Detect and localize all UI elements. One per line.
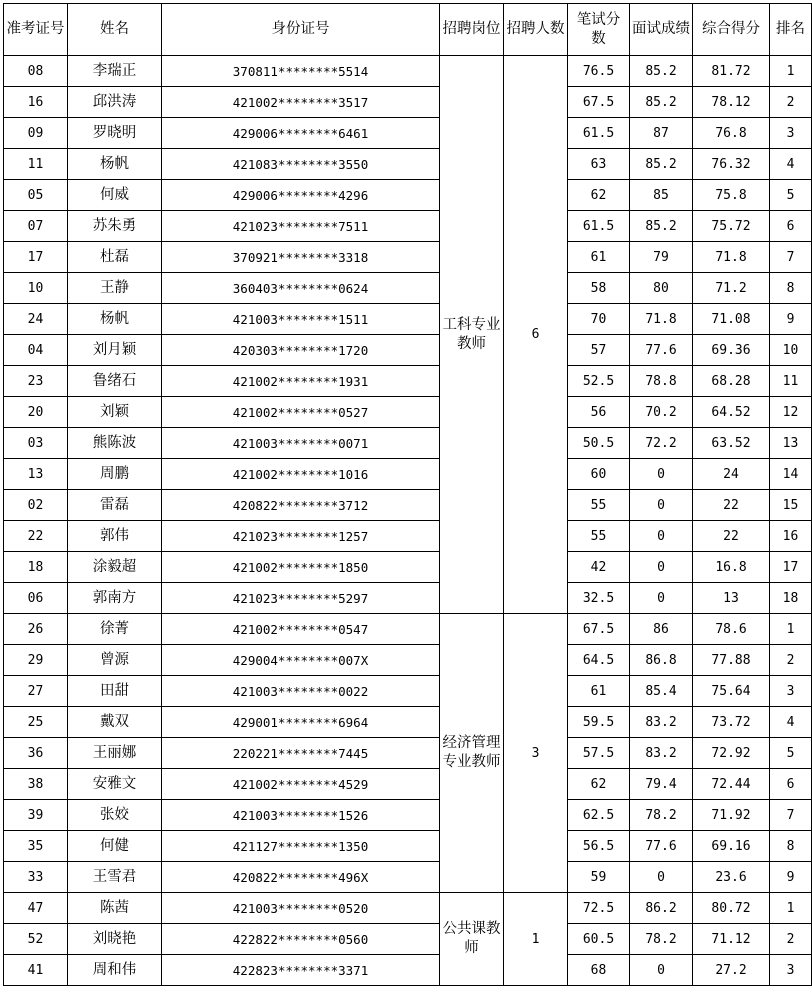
table-row: [4, 800, 812, 831]
written-score-cell: 67.5: [568, 87, 630, 118]
id-no-cell: 421002********3517: [162, 87, 440, 118]
rank-cell: 3: [770, 676, 812, 707]
col-header-headcount: 招聘人数: [504, 4, 568, 56]
written-score-cell: 59.5: [568, 707, 630, 738]
total-score-cell: 69.36: [693, 335, 770, 366]
rank-cell: 16: [770, 521, 812, 552]
exam-no-cell: 04: [4, 335, 68, 366]
total-score-cell: 63.52: [693, 428, 770, 459]
name-cell: 王丽娜: [68, 738, 162, 769]
written-score-cell: 63: [568, 149, 630, 180]
interview-score-cell: 79.4: [630, 769, 693, 800]
id-no-cell: 420303********1720: [162, 335, 440, 366]
interview-score-cell: 85.4: [630, 676, 693, 707]
id-no-cell: 421023********5297: [162, 583, 440, 614]
rank-cell: 18: [770, 583, 812, 614]
table-row: [4, 242, 812, 273]
table-row: [4, 676, 812, 707]
total-score-cell: 71.8: [693, 242, 770, 273]
name-cell: 曾源: [68, 645, 162, 676]
written-score-cell: 62: [568, 180, 630, 211]
table-row: [4, 87, 812, 118]
name-cell: 戴双: [68, 707, 162, 738]
id-no-cell: 421002********0547: [162, 614, 440, 645]
rank-cell: 4: [770, 149, 812, 180]
written-score-cell: 64.5: [568, 645, 630, 676]
table-row: [4, 180, 812, 211]
name-cell: 李瑞正: [68, 56, 162, 87]
exam-no-cell: 39: [4, 800, 68, 831]
name-cell: 徐菁: [68, 614, 162, 645]
table-row: [4, 428, 812, 459]
total-score-cell: 72.92: [693, 738, 770, 769]
name-cell: 王静: [68, 273, 162, 304]
total-score-cell: 75.64: [693, 676, 770, 707]
rank-cell: 7: [770, 242, 812, 273]
table-row: [4, 738, 812, 769]
rank-cell: 1: [770, 56, 812, 87]
total-score-cell: 76.32: [693, 149, 770, 180]
rank-cell: 14: [770, 459, 812, 490]
name-cell: 何健: [68, 831, 162, 862]
id-no-cell: 370811********5514: [162, 56, 440, 87]
name-cell: 周鹏: [68, 459, 162, 490]
col-header-position: 招聘岗位: [440, 4, 504, 56]
written-score-cell: 32.5: [568, 583, 630, 614]
col-header-rank: 排名: [770, 4, 812, 56]
table-row: [4, 552, 812, 583]
exam-no-cell: 36: [4, 738, 68, 769]
total-score-cell: 81.72: [693, 56, 770, 87]
name-cell: 熊陈波: [68, 428, 162, 459]
table-row: [4, 645, 812, 676]
exam-no-cell: 17: [4, 242, 68, 273]
table-row: [4, 614, 812, 645]
exam-no-cell: 06: [4, 583, 68, 614]
written-score-cell: 76.5: [568, 56, 630, 87]
written-score-cell: 61.5: [568, 211, 630, 242]
exam-no-cell: 03: [4, 428, 68, 459]
table-row: [4, 769, 812, 800]
interview-score-cell: 0: [630, 955, 693, 986]
written-score-cell: 50.5: [568, 428, 630, 459]
table-row: [4, 211, 812, 242]
table-row: [4, 831, 812, 862]
interview-score-cell: 78.2: [630, 800, 693, 831]
rank-cell: 10: [770, 335, 812, 366]
rank-cell: 3: [770, 955, 812, 986]
interview-score-cell: 83.2: [630, 707, 693, 738]
name-cell: 郭南方: [68, 583, 162, 614]
exam-no-cell: 05: [4, 180, 68, 211]
name-cell: 邱洪涛: [68, 87, 162, 118]
interview-score-cell: 77.6: [630, 335, 693, 366]
name-cell: 刘月颖: [68, 335, 162, 366]
interview-score-cell: 0: [630, 583, 693, 614]
total-score-cell: 68.28: [693, 366, 770, 397]
exam-no-cell: 02: [4, 490, 68, 521]
id-no-cell: 421003********1511: [162, 304, 440, 335]
table-row: [4, 862, 812, 893]
id-no-cell: 429006********6461: [162, 118, 440, 149]
id-no-cell: 429001********6964: [162, 707, 440, 738]
written-score-cell: 72.5: [568, 893, 630, 924]
interview-score-cell: 0: [630, 459, 693, 490]
rank-cell: 1: [770, 893, 812, 924]
exam-no-cell: 29: [4, 645, 68, 676]
name-cell: 刘颖: [68, 397, 162, 428]
rank-cell: 4: [770, 707, 812, 738]
written-score-cell: 61: [568, 242, 630, 273]
written-score-cell: 67.5: [568, 614, 630, 645]
id-no-cell: 421002********1931: [162, 366, 440, 397]
rank-cell: 17: [770, 552, 812, 583]
exam-no-cell: 41: [4, 955, 68, 986]
written-score-cell: 55: [568, 521, 630, 552]
col-header-exam-no: 准考证号: [4, 4, 68, 56]
id-no-cell: 220221********7445: [162, 738, 440, 769]
written-score-cell: 61: [568, 676, 630, 707]
id-no-cell: 421003********0022: [162, 676, 440, 707]
written-score-cell: 68: [568, 955, 630, 986]
table-row: [4, 459, 812, 490]
interview-score-cell: 0: [630, 552, 693, 583]
interview-score-cell: 0: [630, 490, 693, 521]
name-cell: 刘晓艳: [68, 924, 162, 955]
name-cell: 张姣: [68, 800, 162, 831]
rank-cell: 15: [770, 490, 812, 521]
interview-score-cell: 85.2: [630, 211, 693, 242]
name-cell: 雷磊: [68, 490, 162, 521]
table-row: [4, 924, 812, 955]
id-no-cell: 421002********4529: [162, 769, 440, 800]
total-score-cell: 72.44: [693, 769, 770, 800]
table-row: [4, 397, 812, 428]
exam-no-cell: 09: [4, 118, 68, 149]
table-row: [4, 490, 812, 521]
id-no-cell: 421023********1257: [162, 521, 440, 552]
rank-cell: 2: [770, 645, 812, 676]
col-header-interview: 面试成绩: [630, 4, 693, 56]
total-score-cell: 73.72: [693, 707, 770, 738]
interview-score-cell: 85.2: [630, 87, 693, 118]
id-no-cell: 429004********007X: [162, 645, 440, 676]
id-no-cell: 422822********0560: [162, 924, 440, 955]
table-row: [4, 707, 812, 738]
rank-cell: 11: [770, 366, 812, 397]
exam-no-cell: 08: [4, 56, 68, 87]
interview-score-cell: 79: [630, 242, 693, 273]
table-row: [4, 56, 812, 87]
total-score-cell: 64.52: [693, 397, 770, 428]
exam-no-cell: 33: [4, 862, 68, 893]
total-score-cell: 71.08: [693, 304, 770, 335]
interview-score-cell: 0: [630, 862, 693, 893]
exam-no-cell: 35: [4, 831, 68, 862]
position-cell: 经济管理专业教师: [440, 614, 504, 893]
exam-no-cell: 22: [4, 521, 68, 552]
total-score-cell: 22: [693, 490, 770, 521]
table-row: [4, 118, 812, 149]
total-score-cell: 23.6: [693, 862, 770, 893]
total-score-cell: 22: [693, 521, 770, 552]
id-no-cell: 421002********1850: [162, 552, 440, 583]
written-score-cell: 55: [568, 490, 630, 521]
exam-no-cell: 47: [4, 893, 68, 924]
total-score-cell: 24: [693, 459, 770, 490]
rank-cell: 8: [770, 273, 812, 304]
interview-score-cell: 78.2: [630, 924, 693, 955]
exam-no-cell: 18: [4, 552, 68, 583]
total-score-cell: 80.72: [693, 893, 770, 924]
table-row: [4, 521, 812, 552]
written-score-cell: 42: [568, 552, 630, 583]
rank-cell: 8: [770, 831, 812, 862]
rank-cell: 3: [770, 118, 812, 149]
table-row: [4, 366, 812, 397]
position-cell: 工科专业教师: [440, 56, 504, 614]
written-score-cell: 60.5: [568, 924, 630, 955]
col-header-id-no: 身份证号: [162, 4, 440, 56]
interview-score-cell: 85: [630, 180, 693, 211]
id-no-cell: 422823********3371: [162, 955, 440, 986]
total-score-cell: 71.12: [693, 924, 770, 955]
interview-score-cell: 86.8: [630, 645, 693, 676]
interview-score-cell: 86: [630, 614, 693, 645]
name-cell: 何威: [68, 180, 162, 211]
name-cell: 郭伟: [68, 521, 162, 552]
id-no-cell: 420822********496X: [162, 862, 440, 893]
exam-no-cell: 20: [4, 397, 68, 428]
table-row: [4, 273, 812, 304]
written-score-cell: 61.5: [568, 118, 630, 149]
total-score-cell: 16.8: [693, 552, 770, 583]
total-score-cell: 77.88: [693, 645, 770, 676]
exam-no-cell: 52: [4, 924, 68, 955]
position-cell: 公共课教师: [440, 893, 504, 986]
rank-cell: 9: [770, 862, 812, 893]
id-no-cell: 421002********0527: [162, 397, 440, 428]
col-header-written: 笔试分数: [568, 4, 630, 56]
id-no-cell: 421003********1526: [162, 800, 440, 831]
id-no-cell: 360403********0624: [162, 273, 440, 304]
rank-cell: 5: [770, 738, 812, 769]
name-cell: 鲁绪石: [68, 366, 162, 397]
total-score-cell: 27.2: [693, 955, 770, 986]
interview-score-cell: 0: [630, 521, 693, 552]
name-cell: 杨帆: [68, 149, 162, 180]
id-no-cell: 421002********1016: [162, 459, 440, 490]
table-row: [4, 335, 812, 366]
name-cell: 王雪君: [68, 862, 162, 893]
total-score-cell: 75.72: [693, 211, 770, 242]
rank-cell: 1: [770, 614, 812, 645]
id-no-cell: 370921********3318: [162, 242, 440, 273]
table-row: [4, 304, 812, 335]
id-no-cell: 421083********3550: [162, 149, 440, 180]
written-score-cell: 57: [568, 335, 630, 366]
interview-score-cell: 70.2: [630, 397, 693, 428]
header-row: [4, 4, 812, 56]
exam-no-cell: 25: [4, 707, 68, 738]
interview-score-cell: 85.2: [630, 56, 693, 87]
name-cell: 杜磊: [68, 242, 162, 273]
interview-score-cell: 72.2: [630, 428, 693, 459]
interview-score-cell: 78.8: [630, 366, 693, 397]
name-cell: 陈茜: [68, 893, 162, 924]
exam-no-cell: 24: [4, 304, 68, 335]
exam-no-cell: 26: [4, 614, 68, 645]
table-row: [4, 893, 812, 924]
table-body: [4, 56, 812, 986]
written-score-cell: 56: [568, 397, 630, 428]
interview-score-cell: 85.2: [630, 149, 693, 180]
name-cell: 周和伟: [68, 955, 162, 986]
interview-score-cell: 80: [630, 273, 693, 304]
interview-score-cell: 87: [630, 118, 693, 149]
id-no-cell: 421003********0071: [162, 428, 440, 459]
exam-no-cell: 11: [4, 149, 68, 180]
headcount-cell: 1: [504, 893, 568, 986]
table-row: [4, 149, 812, 180]
name-cell: 涂毅超: [68, 552, 162, 583]
id-no-cell: 421127********1350: [162, 831, 440, 862]
rank-cell: 12: [770, 397, 812, 428]
rank-cell: 13: [770, 428, 812, 459]
rank-cell: 6: [770, 769, 812, 800]
written-score-cell: 70: [568, 304, 630, 335]
exam-no-cell: 10: [4, 273, 68, 304]
table-row: [4, 955, 812, 986]
name-cell: 罗晓明: [68, 118, 162, 149]
total-score-cell: 75.8: [693, 180, 770, 211]
rank-cell: 6: [770, 211, 812, 242]
interview-score-cell: 77.6: [630, 831, 693, 862]
total-score-cell: 78.6: [693, 614, 770, 645]
exam-no-cell: 07: [4, 211, 68, 242]
id-no-cell: 429006********4296: [162, 180, 440, 211]
total-score-cell: 76.8: [693, 118, 770, 149]
headcount-cell: 6: [504, 56, 568, 614]
written-score-cell: 62: [568, 769, 630, 800]
rank-cell: 9: [770, 304, 812, 335]
headcount-cell: 3: [504, 614, 568, 893]
rank-cell: 5: [770, 180, 812, 211]
total-score-cell: 69.16: [693, 831, 770, 862]
id-no-cell: 420822********3712: [162, 490, 440, 521]
exam-no-cell: 16: [4, 87, 68, 118]
total-score-cell: 71.2: [693, 273, 770, 304]
name-cell: 安雅文: [68, 769, 162, 800]
exam-no-cell: 23: [4, 366, 68, 397]
results-table: [3, 3, 812, 986]
interview-score-cell: 86.2: [630, 893, 693, 924]
total-score-cell: 13: [693, 583, 770, 614]
interview-score-cell: 71.8: [630, 304, 693, 335]
rank-cell: 7: [770, 800, 812, 831]
col-header-name: 姓名: [68, 4, 162, 56]
total-score-cell: 71.92: [693, 800, 770, 831]
id-no-cell: 421003********0520: [162, 893, 440, 924]
rank-cell: 2: [770, 924, 812, 955]
written-score-cell: 56.5: [568, 831, 630, 862]
rank-cell: 2: [770, 87, 812, 118]
exam-no-cell: 27: [4, 676, 68, 707]
written-score-cell: 60: [568, 459, 630, 490]
table-row: [4, 583, 812, 614]
written-score-cell: 57.5: [568, 738, 630, 769]
interview-score-cell: 83.2: [630, 738, 693, 769]
written-score-cell: 59: [568, 862, 630, 893]
col-header-total: 综合得分: [693, 4, 770, 56]
total-score-cell: 78.12: [693, 87, 770, 118]
id-no-cell: 421023********7511: [162, 211, 440, 242]
written-score-cell: 52.5: [568, 366, 630, 397]
name-cell: 田甜: [68, 676, 162, 707]
exam-no-cell: 13: [4, 459, 68, 490]
name-cell: 杨帆: [68, 304, 162, 335]
exam-no-cell: 38: [4, 769, 68, 800]
written-score-cell: 62.5: [568, 800, 630, 831]
name-cell: 苏朱勇: [68, 211, 162, 242]
written-score-cell: 58: [568, 273, 630, 304]
